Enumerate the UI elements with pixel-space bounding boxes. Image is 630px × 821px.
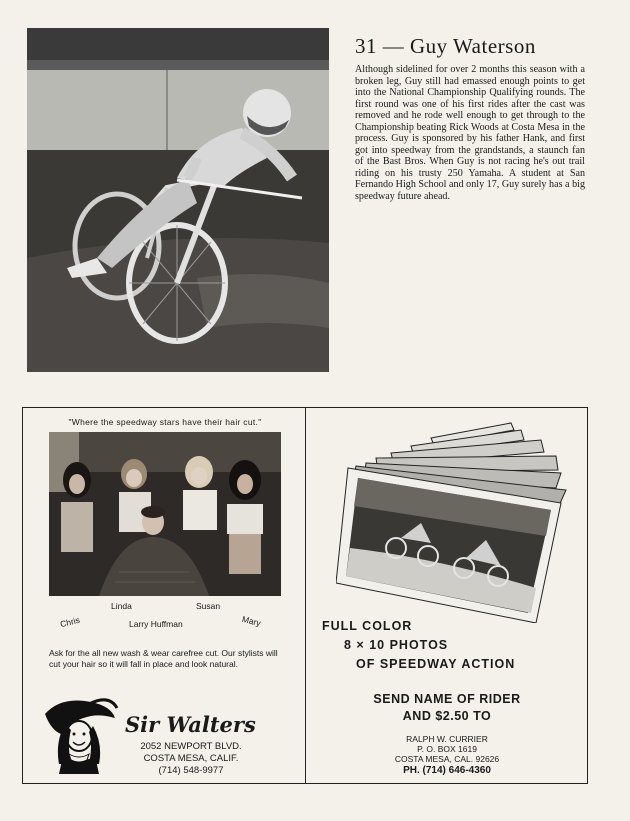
- contact-city: COSTA MESA, CAL. 92626: [394, 754, 500, 764]
- rider-photo: [27, 28, 329, 372]
- name-mary: Mary: [241, 613, 262, 629]
- salon-address: [126, 741, 256, 777]
- salon-city: COSTA MESA, CALIF.: [143, 753, 239, 764]
- send-instruction-2: AND $2.50 TO: [402, 709, 492, 723]
- contact-phone: PH. (714) 646-4360: [403, 765, 491, 776]
- salon-tagline: "Where the speedway stars have their hair cut.": [68, 417, 262, 427]
- salon-photo: [49, 432, 281, 596]
- headline-line-2: 8 × 10 PHOTOS: [344, 638, 449, 652]
- salon-ad: [22, 407, 306, 784]
- salon-ad-body: Ask for the all new wash & wear carefree cut. Our stylists will cut your hair so it will fall in place and look natural.: [49, 648, 278, 669]
- salon-name: Sir Walters: [125, 712, 256, 737]
- photo-stack: [336, 418, 576, 623]
- contact-box: P. O. BOX 1619: [417, 744, 477, 754]
- rider-title: 31 — Guy Waterson: [355, 34, 536, 58]
- name-linda: Linda: [111, 601, 132, 611]
- headline-line-1: FULL COLOR: [322, 619, 413, 633]
- name-larry: Larry Huffman: [129, 619, 183, 629]
- name-susan: Susan: [196, 601, 221, 611]
- salon-phone: (714) 548-9977: [158, 765, 224, 776]
- send-instruction-1: SEND NAME OF RIDER: [373, 692, 521, 706]
- photo-ad: [306, 407, 588, 784]
- contact-block: [306, 734, 588, 776]
- rider-bio: Although sidelined for over 2 months this season with a broken leg, Guy still had emassed enough points to get into the National Championship Qualifying rounds. The first round was one of his first rides after the cast was removed and he rode well enough to get through to the Championship beating Rick Woods at Costa Mesa in the process. Guy is sponsored by his father Hank, and first got into speedway from the grandstands, a staunch fan of the Bast Bros. When Guy is not racing he's out trail riding on his trusty 250 Yamaha. A student at San Fernando High School and only 17, Guy surely has a big speedway future ahead.: [355, 64, 585, 202]
- headline-line-3: OF SPEEDWAY ACTION: [356, 657, 516, 671]
- cavalier-logo-icon: [41, 694, 119, 776]
- name-chris: Chris: [59, 614, 81, 630]
- contact-name: RALPH W. CURRIER: [406, 734, 488, 744]
- salon-street: 2052 NEWPORT BLVD.: [140, 741, 242, 752]
